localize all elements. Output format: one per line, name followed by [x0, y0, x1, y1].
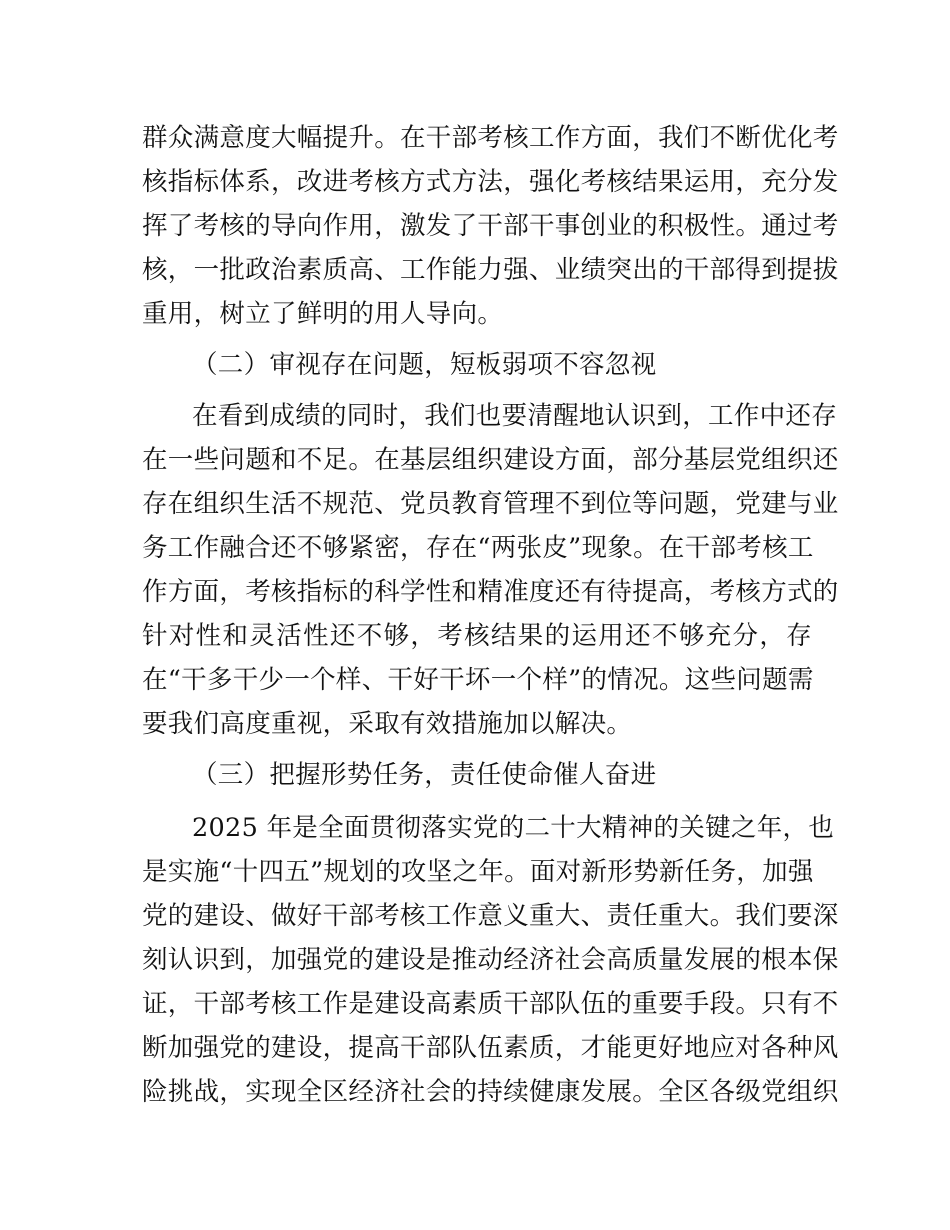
paragraph-line: 断加强党的建设，提高干部队伍素质，才能更好地应对各种风	[142, 1033, 839, 1063]
paragraph-line: 在“干多干少一个样、干好干坏一个样”的情况。这些问题需	[142, 665, 814, 695]
paragraph-line: 险挑战，实现全区经济社会的持续健康发展。全区各级党组织	[142, 1077, 839, 1107]
paragraph-line: 存在组织生活不规范、党员教育管理不到位等问题，党建与业	[142, 489, 839, 519]
paragraph-line: 核指标体系，改进考核方式方法，强化考核结果运用，充分发	[142, 167, 839, 197]
section-heading: （二）审视存在问题，短板弱项不容忽视	[192, 350, 657, 380]
paragraph-line: 要我们高度重视，采取有效措施加以解决。	[142, 709, 633, 739]
paragraph-line: 刻认识到，加强党的建设是推动经济社会高质量发展的根本保	[142, 945, 839, 975]
paragraph-line: 重用，树立了鲜明的用人导向。	[142, 299, 504, 329]
section-heading: （三）把握形势任务，责任使命催人奋进	[192, 760, 657, 790]
paragraph-line: 在看到成绩的同时，我们也要清醒地认识到，工作中还存	[192, 401, 838, 431]
paragraph-line: 挥了考核的导向作用，激发了干部干事创业的积极性。通过考	[142, 211, 839, 241]
paragraph-line: 作方面，考核指标的科学性和精准度还有待提高，考核方式的	[142, 577, 839, 607]
paragraph-line: 党的建设、做好干部考核工作意义重大、责任重大。我们要深	[142, 901, 839, 931]
paragraph-line: 证，干部考核工作是建设高素质干部队伍的重要手段。只有不	[142, 989, 839, 1019]
paragraph-line: 群众满意度大幅提升。在干部考核工作方面，我们不断优化考	[142, 123, 839, 153]
paragraph-line: 针对性和灵活性还不够，考核结果的运用还不够充分，存	[142, 621, 812, 651]
paragraph-line: 务工作融合还不够紧密，存在“两张皮”现象。在干部考核工	[142, 533, 814, 563]
paragraph-line: 在一些问题和不足。在基层组织建设方面，部分基层党组织还	[142, 445, 839, 475]
paragraph-line: 是实施“十四五”规划的攻坚之年。面对新形势新任务，加强	[142, 857, 814, 887]
paragraph-line: 2025 年是全面贯彻落实党的二十大精神的关键之年，也	[192, 813, 835, 843]
paragraph-line: 核，一批政治素质高、工作能力强、业绩突出的干部得到提拔	[142, 255, 839, 285]
